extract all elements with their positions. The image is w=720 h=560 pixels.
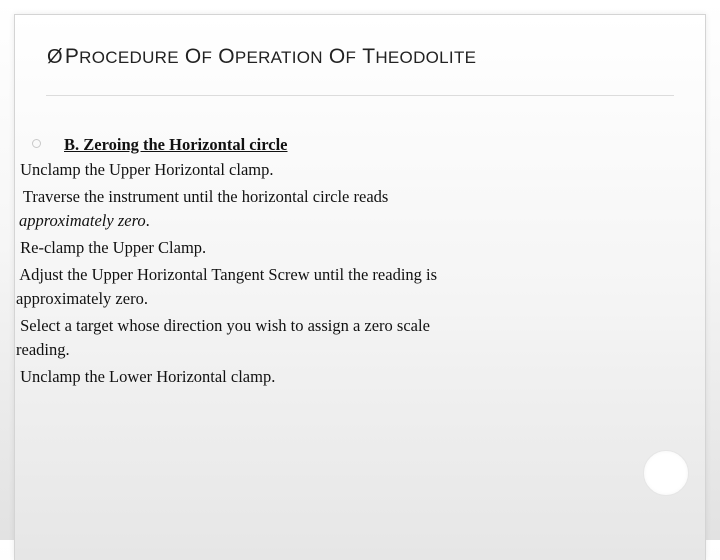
list-item [16, 365, 616, 389]
step-tail: . [145, 211, 150, 230]
step-continuation: approximately zero. [16, 289, 148, 308]
list-item [16, 314, 616, 362]
step-continuation: reading. [16, 340, 70, 359]
title-cap: O [218, 45, 235, 68]
section-heading-row [16, 131, 616, 158]
slide-body [16, 131, 616, 392]
step-text: Unclamp the Upper Horizontal clamp. [20, 160, 274, 179]
title-word: PERATION [234, 48, 323, 67]
title-divider [46, 95, 674, 96]
title-word: ROCEDURE [79, 48, 179, 67]
title-word: F [201, 48, 213, 67]
title-cap: O [328, 45, 346, 68]
arrow-bullet-icon: Ø [47, 46, 63, 68]
step-emphasis: approximately zero [19, 211, 146, 230]
step-text: Unclamp the Lower Horizontal clamp. [20, 367, 276, 386]
title-cap: O [184, 45, 202, 68]
section-heading: B. Zeroing the Horizontal circle [64, 135, 288, 154]
list-item [16, 236, 616, 260]
decorative-circle [643, 450, 689, 496]
circle-bullet-icon [32, 139, 41, 148]
step-continuation [19, 209, 616, 233]
title-cap: T [362, 45, 376, 68]
step-text: Traverse the instrument until the horizontal circle reads [22, 187, 389, 206]
title-word: F [345, 48, 357, 67]
title-word: HEODOLITE [375, 48, 477, 67]
list-item [16, 158, 616, 182]
step-text: Re-clamp the Upper Clamp. [20, 238, 207, 257]
title-cap: P [64, 45, 80, 68]
step-text: Select a target whose direction you wish to assign a zero scale [20, 316, 430, 335]
slide-title [47, 45, 476, 69]
step-text: Adjust the Upper Horizontal Tangent Screw until the reading is [19, 265, 438, 284]
list-item [16, 263, 616, 311]
list-item [16, 185, 616, 233]
